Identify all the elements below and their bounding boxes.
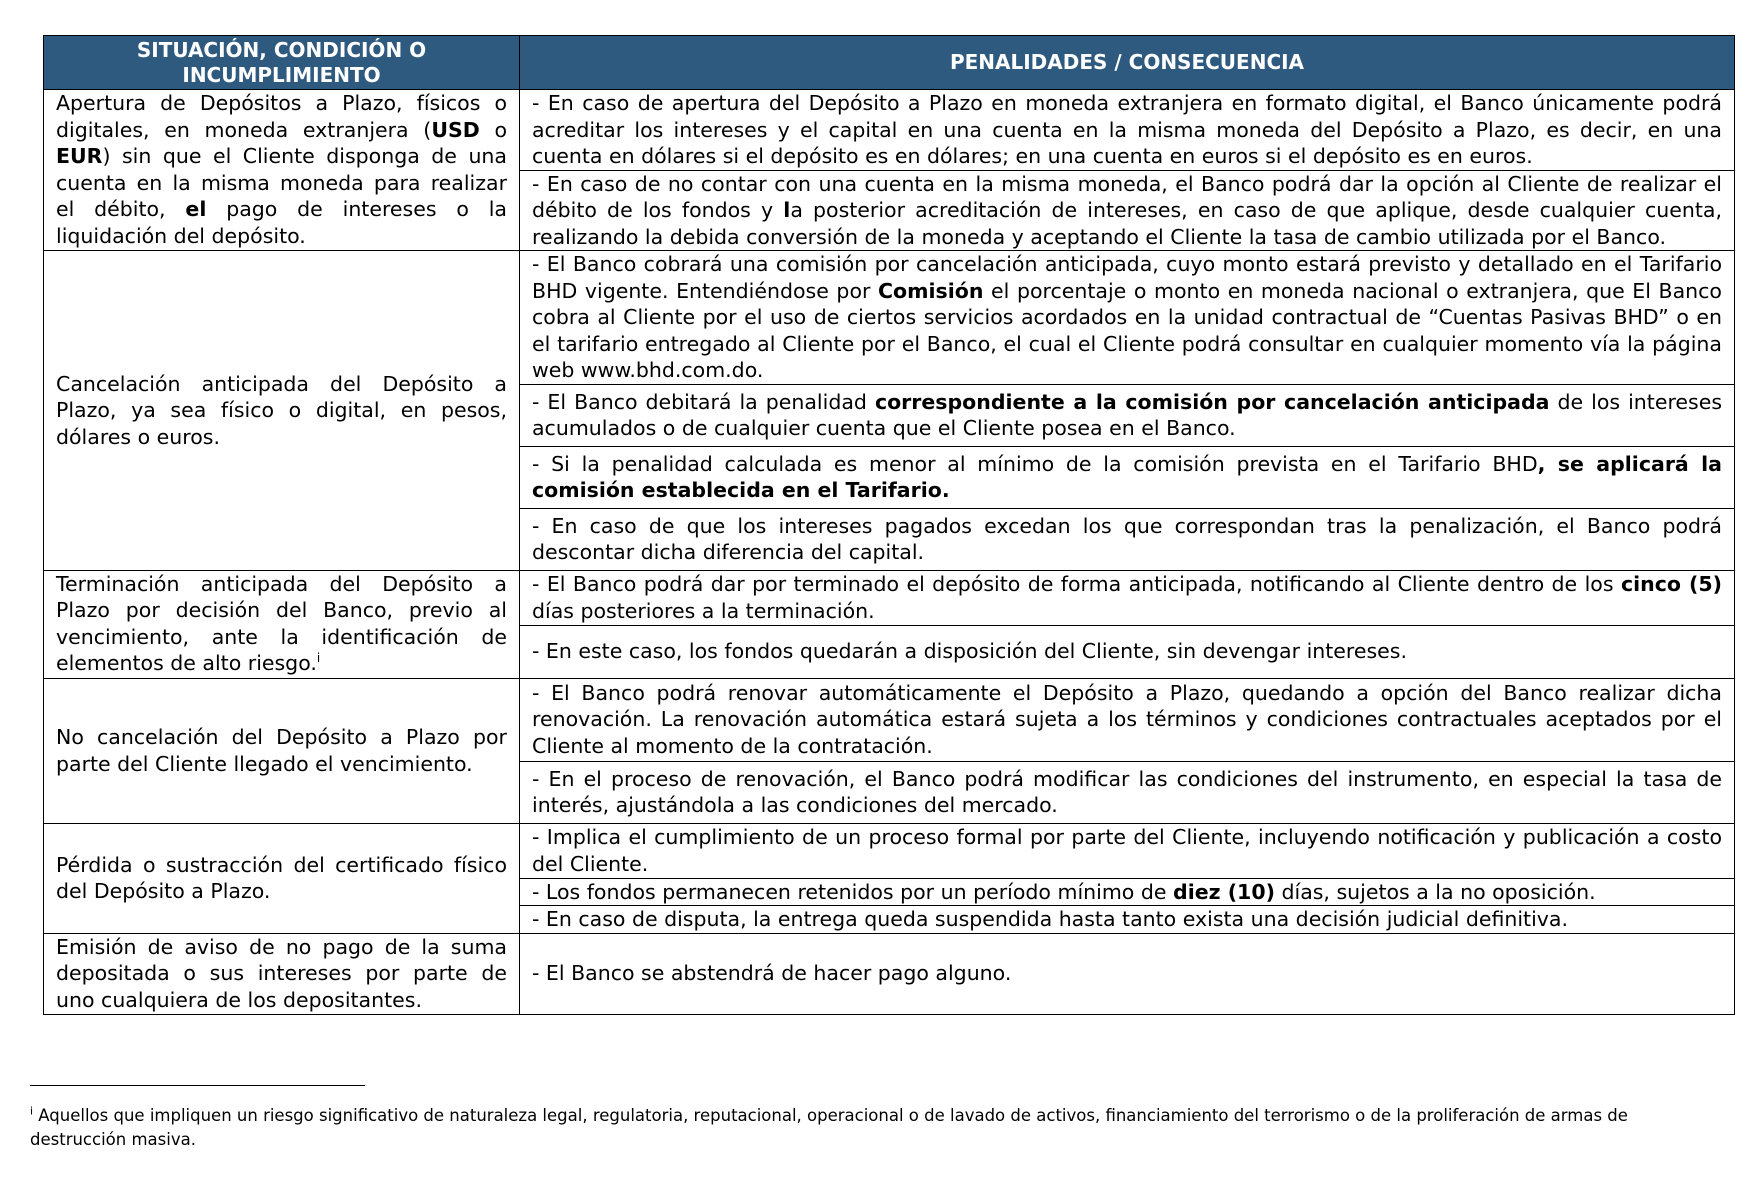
footnote <box>30 1104 1710 1152</box>
penalty-cell: - En el proceso de renovación, el Banco podrá modificar las condiciones del instrumento, en especial la tasa de interés, ajustándola a las condiciones del mercado. <box>520 761 1735 823</box>
penalty-cell: - En caso de no contar con una cuenta en la misma moneda, el Banco podrá dar la opción al Cliente de realizar el débito de los fondos y la posterior acreditación de intereses, en caso de que aplique, desde cualquier cuenta, realizando la debida conversión de la moneda y aceptando el Cliente la tasa de cambio utilizada por el Banco. <box>520 170 1735 251</box>
table-header-row <box>44 36 1735 90</box>
penalty-cell: - Implica el cumplimiento de un proceso formal por parte del Cliente, incluyendo notificación y publicación a costo del Cliente. <box>520 823 1735 878</box>
table-row <box>44 251 1735 385</box>
penalty-cell: - El Banco podrá renovar automáticamente el Depósito a Plazo, quedando a opción del Banco realizar dicha renovación. La renovación automática estará sujeta a los términos y condiciones contractuales aceptados por el Cliente al momento de la contratación. <box>520 678 1735 761</box>
situation-cell: Cancelación anticipada del Depósito a Plazo, ya sea físico o digital, en pesos, dólares o euros. <box>44 251 520 571</box>
penalty-cell: - El Banco cobrará una comisión por cancelación anticipada, cuyo monto estará previsto y detallado en el Tarifario BHD vigente. Entendiéndose por Comisión el porcentaje o monto en moneda nacional o extranjera, que El Banco cobra al Cliente por el uso de ciertos servicios acordados en la unidad contractual de “Cuentas Pasivas BHD” o en el tarifario entregado al Cliente por el Banco, el cual el Cliente podrá consultar en cualquier momento vía la página web www.bhd.com.do. <box>520 251 1735 385</box>
penalty-cell: - En caso de disputa, la entrega queda suspendida hasta tanto exista una decisión judicial definitiva. <box>520 906 1735 934</box>
header-penalties: PENALIDADES / CONSECUENCIA <box>520 36 1735 90</box>
table-row <box>44 678 1735 761</box>
footnote-separator <box>30 1085 365 1086</box>
footnote-text: Aquellos que impliquen un riesgo significativo de naturaleza legal, regulatoria, reputacional, operacional o de lavado de activos, financiamiento del terrorismo o de la proliferación de armas de destrucción masiva. <box>30 1106 1628 1149</box>
footnote-reference: i <box>316 651 321 666</box>
penalty-cell: - En caso de apertura del Depósito a Plazo en moneda extranjera en formato digital, el Banco únicamente podrá acreditar los intereses y el capital en una cuenta en la misma moneda del Depósito a Plazo, es decir, en una cuenta en dólares si el depósito es en dólares; en una cuenta en euros si el depósito es en euros. <box>520 90 1735 171</box>
table-row <box>44 933 1735 1014</box>
situation-cell: Pérdida o sustracción del certificado físico del Depósito a Plazo. <box>44 823 520 933</box>
footnote-mark: i <box>30 1104 34 1118</box>
header-situation: SITUACIÓN, CONDICIÓN O INCUMPLIMIENTO <box>44 36 520 90</box>
penalty-cell: - El Banco podrá dar por terminado el depósito de forma anticipada, notificando al Cliente dentro de los cinco (5) días posteriores a la terminación. <box>520 570 1735 625</box>
situation-cell: Terminación anticipada del Depósito a Plazo por decisión del Banco, previo al vencimiento, ante la identificación de elementos de alto riesgo.$^i$ <box>44 570 520 678</box>
situation-cell: Apertura de Depósitos a Plazo, físicos o digitales, en moneda extranjera (USD o EUR) sin que el Cliente disponga de una cuenta en la misma moneda para realizar el débito, el pago de intereses o la liquidación del depósito. <box>44 90 520 251</box>
table-row <box>44 570 1735 625</box>
penalty-cell: - Los fondos permanecen retenidos por un período mínimo de diez (10) días, sujetos a la no oposición. <box>520 878 1735 906</box>
table-row <box>44 823 1735 878</box>
penalty-cell: - El Banco debitará la penalidad correspondiente a la comisión por cancelación anticipada de los intereses acumulados o de cualquier cuenta que el Cliente posea en el Banco. <box>520 384 1735 446</box>
penalty-cell: - En este caso, los fondos quedarán a disposición del Cliente, sin devengar intereses. <box>520 625 1735 678</box>
situation-cell: No cancelación del Depósito a Plazo por parte del Cliente llegado el vencimiento. <box>44 678 520 823</box>
penalty-cell: - El Banco se abstendrá de hacer pago alguno. <box>520 933 1735 1014</box>
penalty-cell: - En caso de que los intereses pagados excedan los que correspondan tras la penalización, el Banco podrá descontar dicha diferencia del capital. <box>520 508 1735 570</box>
table-row <box>44 90 1735 171</box>
penalties-table <box>43 35 1735 1015</box>
penalty-cell: - Si la penalidad calculada es menor al mínimo de la comisión prevista en el Tarifario BHD, se aplicará la comisión establecida en el Tarifario. <box>520 446 1735 508</box>
situation-cell: Emisión de aviso de no pago de la suma depositada o sus intereses por parte de uno cualquiera de los depositantes. <box>44 933 520 1014</box>
